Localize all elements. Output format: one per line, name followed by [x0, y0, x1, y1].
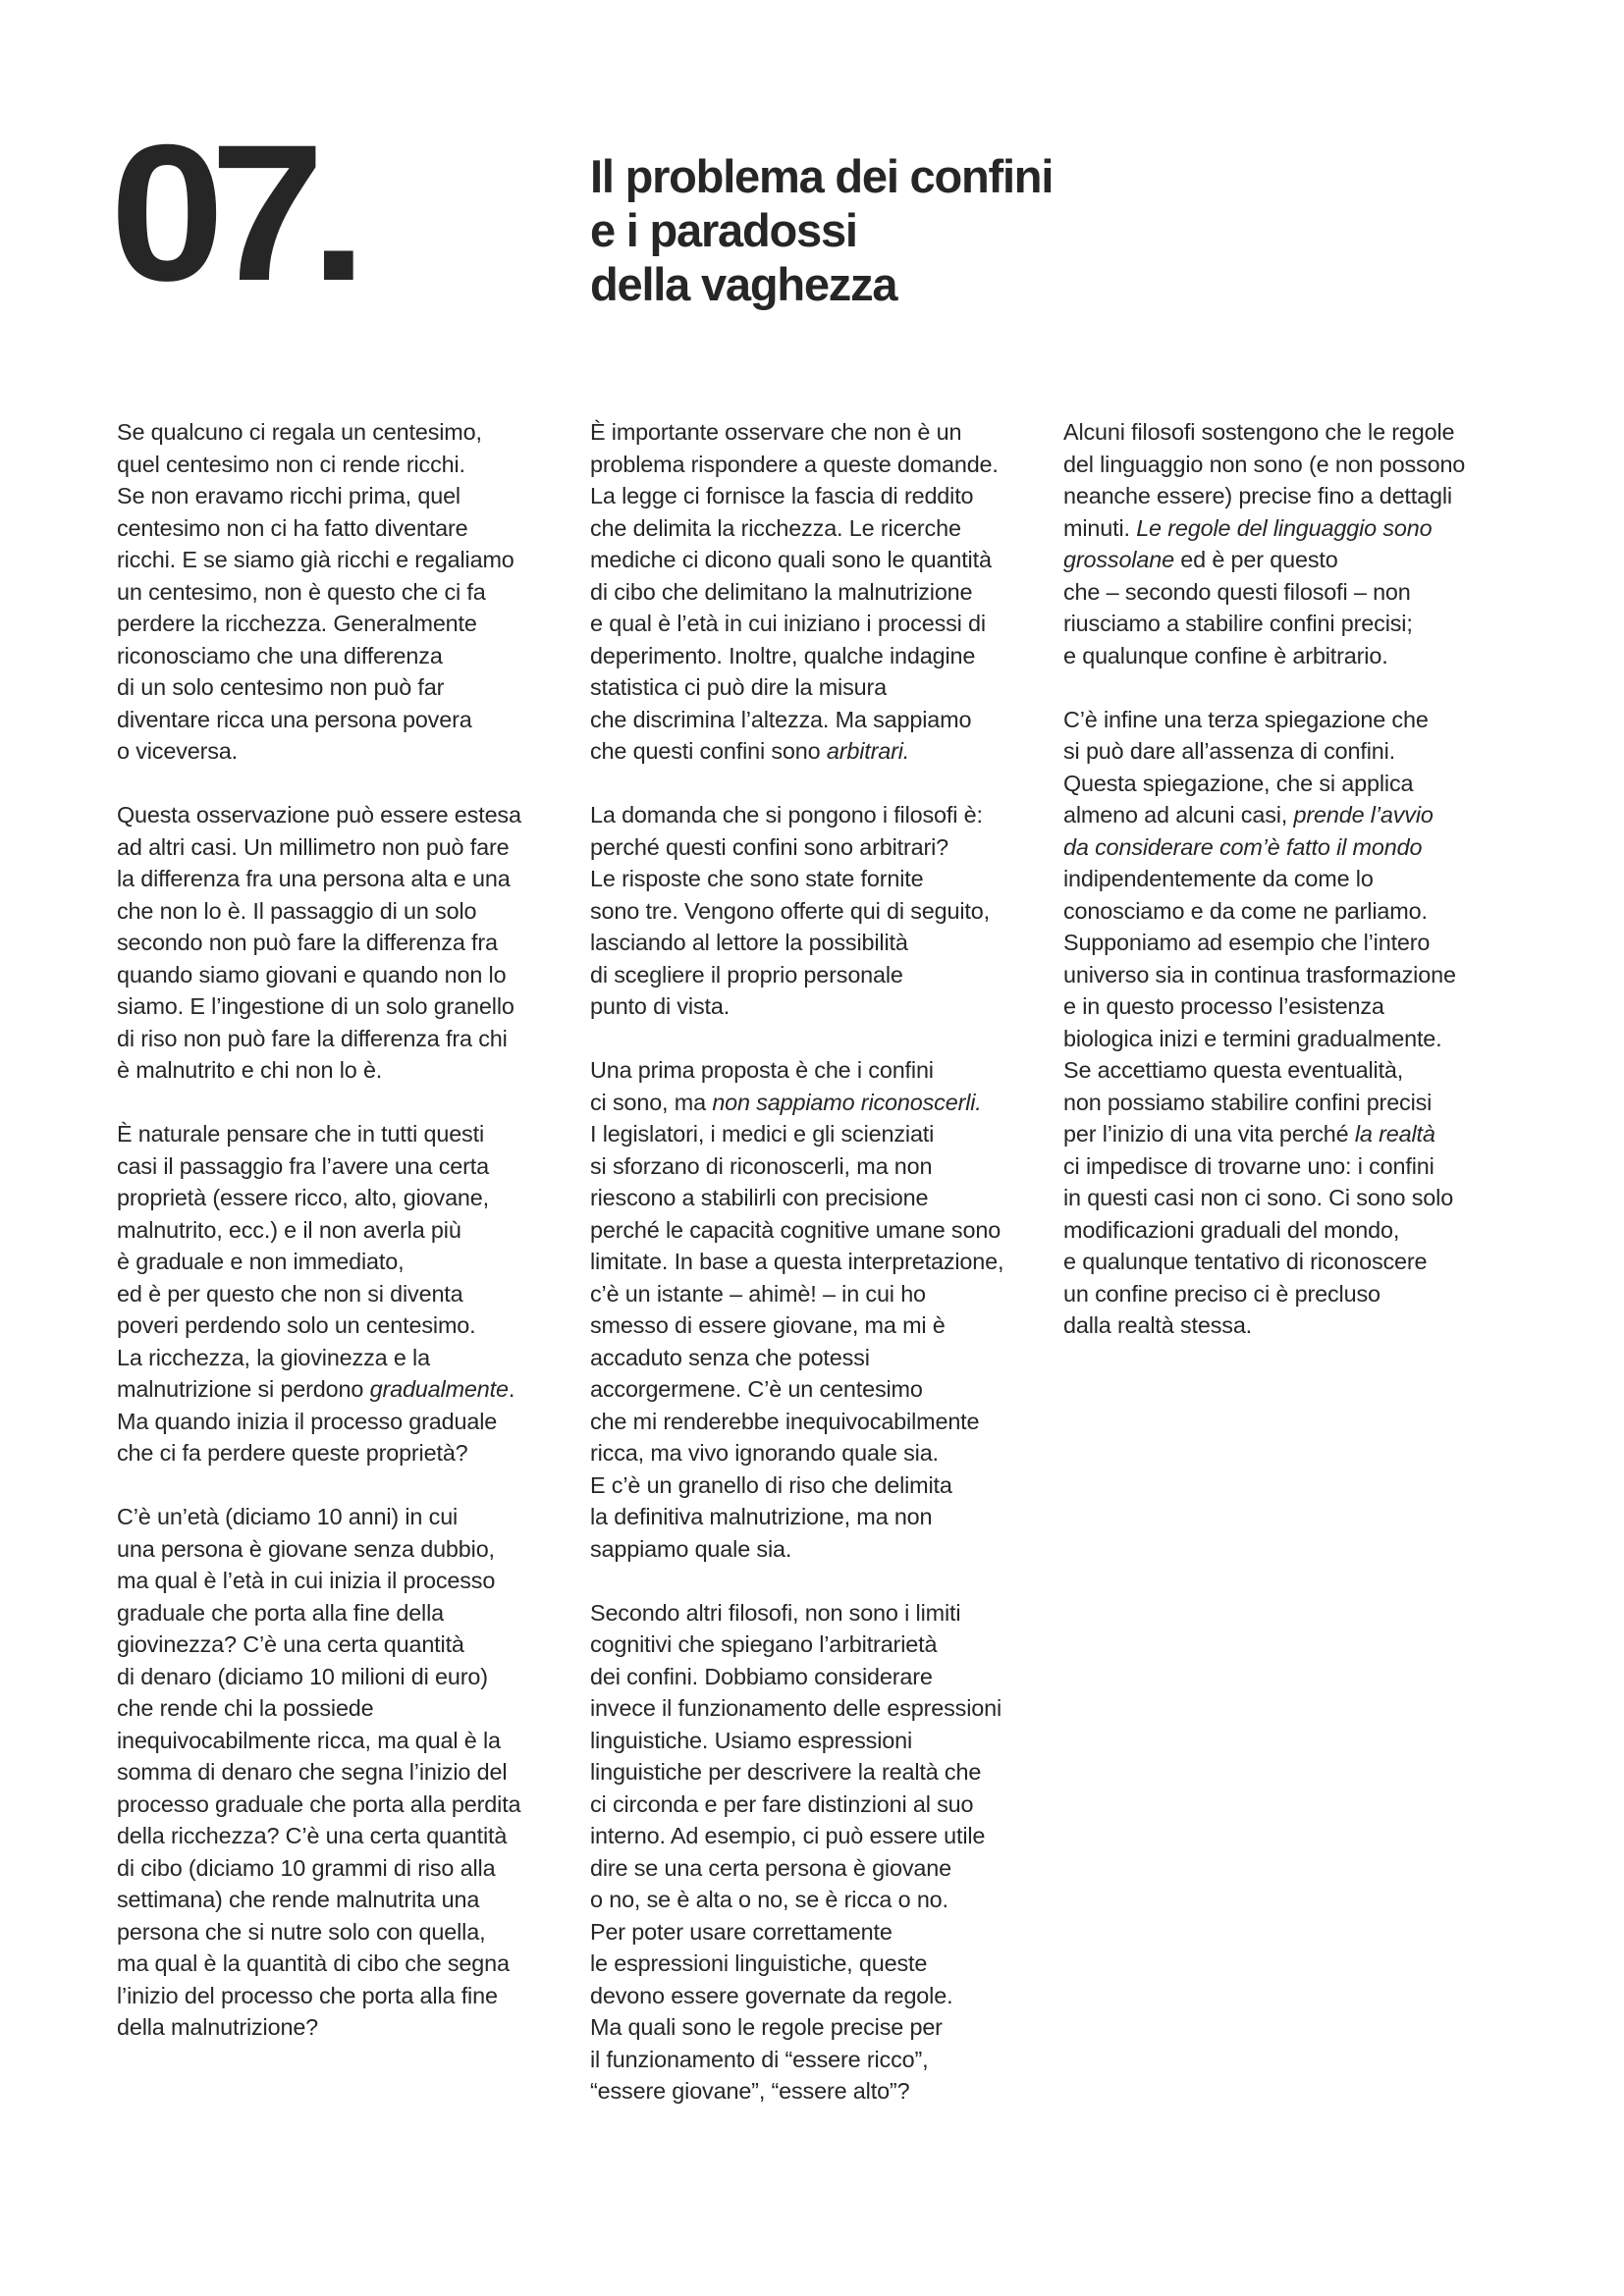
text-line [590, 1342, 1052, 1374]
text-run: ed è per questo [1173, 547, 1338, 572]
text-line [590, 416, 1052, 449]
text-line [1063, 608, 1525, 640]
text-run: ed è per questo che non si diventa [117, 1280, 463, 1307]
text-run: sono tre. Vengono offerte qui di seguito, [590, 897, 990, 924]
text-line [590, 1278, 1052, 1310]
text-line [117, 863, 578, 895]
text-line [117, 1501, 578, 1533]
text-run: la differenza fra una persona alta e una [117, 866, 511, 891]
text-line [117, 608, 578, 640]
text-run: linguistiche. Usiamo espressioni [590, 1727, 913, 1753]
text-run: indipendentemente da come lo [1063, 866, 1374, 891]
text-line [117, 1820, 578, 1852]
paragraph [590, 1054, 1052, 1565]
text-run: il funzionamento di “essere ricco”, [590, 2046, 929, 2072]
text-line [590, 1406, 1052, 1438]
text-run: . [508, 1376, 515, 1402]
text-line [117, 1246, 578, 1278]
text-run: che non lo è. Il passaggio di un solo [117, 897, 477, 924]
text-run: interno. Ad esempio, ci può essere utile [590, 1823, 986, 1848]
text-line [1063, 544, 1525, 576]
text-run: che delimita la ricchezza. Le ricerche [590, 514, 961, 541]
text-line [590, 1118, 1052, 1150]
text-run: e qualunque confine è arbitrario. [1063, 642, 1388, 668]
text-run: ci circonda e per fare distinzioni al suo [590, 1790, 974, 1817]
text-line [590, 1692, 1052, 1725]
paragraph [117, 1501, 578, 2044]
text-line [117, 1948, 578, 1980]
text-line [117, 1533, 578, 1566]
text-run: È importante osservare che non è un [590, 419, 962, 445]
text-run: C’è infine una terza spiegazione che [1063, 706, 1429, 732]
text-line [117, 1437, 578, 1469]
italic-text: da considerare com’è fatto il mondo [1063, 833, 1423, 860]
text-run: inequivocabilmente ricca, ma qual è la [117, 1727, 501, 1753]
paragraph [117, 799, 578, 1087]
text-line [117, 640, 578, 672]
text-run: La legge ci fornisce la fascia di reddito [590, 483, 974, 508]
text-line [117, 1565, 578, 1597]
text-line [117, 1373, 578, 1406]
text-run: centesimo non ci ha fatto diventare [117, 514, 468, 541]
text-run: statistica ci può dire la misura [590, 674, 887, 700]
text-run: di cibo che delimitano la malnutrizione [590, 578, 973, 605]
text-line [1063, 416, 1525, 449]
text-run: giovinezza? C’è una certa quantità [117, 1631, 464, 1657]
text-run: cognitivi che spiegano l’arbitrarietà [590, 1631, 938, 1657]
text-run: quel centesimo non ci rende ricchi. [117, 451, 465, 477]
text-line [590, 608, 1052, 640]
text-line [117, 1150, 578, 1183]
paragraph [117, 416, 578, 768]
text-line [1063, 959, 1525, 991]
text-run: universo sia in continua trasformazione [1063, 961, 1456, 988]
text-run: “essere giovane”, “essere alto”? [590, 2078, 910, 2104]
text-run: Questa spiegazione, che si applica [1063, 770, 1414, 796]
text-line [590, 576, 1052, 609]
text-line [590, 1150, 1052, 1183]
text-run: che ci fa perdere queste proprietà? [117, 1440, 468, 1466]
text-run: Questa osservazione può essere estesa [117, 802, 521, 828]
text-line [590, 1948, 1052, 1980]
text-line [1063, 576, 1525, 609]
text-line [1063, 640, 1525, 672]
text-line [590, 895, 1052, 928]
italic-text: la realtà [1354, 1121, 1435, 1147]
text-run: si può dare all’assenza di confini. [1063, 738, 1396, 764]
chapter-title-line: e i paradossi [590, 204, 857, 256]
text-run: riusciamo a stabilire confini precisi; [1063, 611, 1413, 636]
text-line [590, 1789, 1052, 1821]
text-run: casi il passaggio fra l’avere una certa [117, 1152, 489, 1179]
text-run: conosciamo e da come ne parliamo. [1063, 897, 1428, 924]
text-line [1063, 1118, 1525, 1150]
text-line [117, 1916, 578, 1949]
text-run: per l’inizio di una vita perché [1063, 1121, 1355, 1147]
text-line [117, 831, 578, 864]
text-run: è malnutrito e chi non lo è. [117, 1057, 383, 1083]
text-run: Se accettiamo questa eventualità, [1063, 1057, 1404, 1083]
text-run: graduale che porta alla fine della [117, 1599, 445, 1626]
text-run: Una prima proposta è che i confini [590, 1057, 934, 1083]
text-line [117, 959, 578, 991]
text-line [590, 799, 1052, 831]
text-run: devono essere governate da regole. [590, 1982, 953, 2008]
text-line [117, 2011, 578, 2044]
text-run: le espressioni linguistiche, queste [590, 1950, 928, 1976]
text-line [117, 1214, 578, 1247]
text-line [1063, 990, 1525, 1023]
text-line [590, 1469, 1052, 1502]
text-run: un centesimo, non è questo che ci fa [117, 578, 486, 605]
text-run: almeno ad alcuni casi, [1063, 802, 1294, 828]
text-line [117, 1342, 578, 1374]
paragraph [590, 799, 1052, 1023]
text-line [590, 990, 1052, 1023]
text-run: processo graduale che porta alla perdita [117, 1790, 521, 1817]
text-run: neanche essere) precise fino a dettagli [1063, 483, 1452, 508]
text-run: di riso non può fare la differenza fra chi [117, 1025, 508, 1051]
text-run: problema rispondere a queste domande. [590, 451, 999, 477]
text-run: e in questo processo l’esistenza [1063, 993, 1384, 1019]
paragraph [590, 1597, 1052, 2108]
text-run: o no, se è alta o no, se è ricca o no. [590, 1887, 948, 1912]
text-line [117, 895, 578, 928]
text-line [117, 1692, 578, 1725]
text-run: È naturale pensare che in tutti questi [117, 1121, 484, 1147]
text-line [590, 1373, 1052, 1406]
text-line [117, 1884, 578, 1916]
text-line [590, 640, 1052, 672]
text-run: persona che si nutre solo con quella, [117, 1918, 486, 1945]
text-line [590, 1820, 1052, 1852]
text-line [590, 1916, 1052, 1949]
text-line [590, 927, 1052, 959]
text-line [117, 1278, 578, 1310]
text-run: Se non eravamo ricchi prima, quel [117, 483, 460, 508]
text-line [1063, 1214, 1525, 1247]
text-run: Supponiamo ad esempio che l’intero [1063, 930, 1431, 955]
text-line [117, 1309, 578, 1342]
text-run: è graduale e non immediato, [117, 1249, 405, 1274]
text-line [590, 1309, 1052, 1342]
text-run: sappiamo quale sia. [590, 1535, 792, 1562]
text-line [1063, 512, 1525, 545]
text-run: ricca, ma vivo ignorando quale sia. [590, 1440, 939, 1466]
text-line [1063, 895, 1525, 928]
text-run: biologica inizi e termini gradualmente. [1063, 1025, 1442, 1051]
text-run: che questi confini sono [590, 738, 827, 764]
text-run: perché le capacità cognitive umane sono [590, 1216, 1001, 1243]
text-line [590, 512, 1052, 545]
text-line [117, 1054, 578, 1087]
text-column-2 [590, 416, 1052, 2139]
text-line [590, 544, 1052, 576]
text-line [590, 704, 1052, 736]
text-line [590, 2075, 1052, 2108]
text-run: lasciando al lettore la possibilità [590, 930, 908, 955]
text-run: l’inizio del processo che porta alla fine [117, 1982, 498, 2008]
text-run: perdere la ricchezza. Generalmente [117, 611, 477, 636]
text-run: limitate. In base a questa interpretazione, [590, 1249, 1004, 1274]
text-run: malnutrito, ecc.) e il non averla più [117, 1216, 461, 1243]
text-line [1063, 449, 1525, 481]
text-run: E c’è un granello di riso che delimita [590, 1471, 952, 1498]
text-line [590, 2044, 1052, 2076]
text-run: ma qual è l’età in cui inizia il processo [117, 1568, 496, 1593]
text-line [117, 1118, 578, 1150]
text-line [590, 1629, 1052, 1661]
text-run: e qualunque tentativo di riconoscere [1063, 1249, 1428, 1274]
text-run: C’è un’età (diciamo 10 anni) in cui [117, 1504, 459, 1529]
text-run: modificazioni graduali del mondo, [1063, 1216, 1400, 1243]
text-run: poveri perdendo solo un centesimo. [117, 1312, 476, 1338]
text-run: accaduto senza che potessi [590, 1344, 870, 1370]
text-line [1063, 1150, 1525, 1183]
text-line [1063, 927, 1525, 959]
text-run: malnutrizione si perdono [117, 1376, 370, 1402]
text-line [590, 959, 1052, 991]
text-run: minuti. [1063, 514, 1137, 541]
text-run: deperimento. Inoltre, qualche indagine [590, 642, 976, 668]
text-run: perché questi confini sono arbitrari? [590, 833, 949, 860]
text-run: smesso di essere giovane, ma mi è [590, 1312, 946, 1338]
text-line [1063, 863, 1525, 895]
text-line [117, 576, 578, 609]
chapter-title [590, 149, 1053, 311]
text-run: ci impedisce di trovarne uno: i confini [1063, 1152, 1435, 1179]
text-run: Secondo altri filosofi, non sono i limiti [590, 1599, 961, 1626]
text-line [590, 1533, 1052, 1566]
text-run: un confine preciso ci è precluso [1063, 1280, 1380, 1307]
chapter-number: 07. [110, 104, 353, 321]
text-run: non possiamo stabilire confini precisi [1063, 1089, 1433, 1115]
text-run: e qual è l’età in cui iniziano i processi di [590, 611, 986, 636]
text-line [590, 1246, 1052, 1278]
text-column-3 [1063, 416, 1525, 1373]
text-run: in questi casi non ci sono. Ci sono solo [1063, 1185, 1454, 1210]
text-line [1063, 1023, 1525, 1055]
text-line [590, 1437, 1052, 1469]
text-line [117, 1182, 578, 1214]
text-run: della ricchezza? C’è una certa quantità [117, 1823, 508, 1848]
text-run: La domanda che si pongono i filosofi è: [590, 802, 983, 828]
text-run: della malnutrizione? [117, 2014, 319, 2040]
text-line [117, 512, 578, 545]
text-line [117, 416, 578, 449]
text-run: ci sono, ma [590, 1089, 713, 1115]
text-run: Le risposte che sono state fornite [590, 866, 924, 891]
text-line [117, 1629, 578, 1661]
text-run: di cibo (diciamo 10 grammi di riso alla [117, 1854, 496, 1881]
text-line [117, 1980, 578, 2012]
text-line [590, 831, 1052, 864]
text-run: siamo. E l’ingestione di un solo granello [117, 993, 514, 1019]
text-line [1063, 1278, 1525, 1310]
text-line [1063, 1182, 1525, 1214]
text-line [117, 1789, 578, 1821]
text-line [590, 1182, 1052, 1214]
text-run: di un solo centesimo non può far [117, 674, 445, 700]
text-run: ma qual è la quantità di cibo che segna [117, 1950, 510, 1976]
paragraph [117, 1118, 578, 1469]
text-line [590, 2011, 1052, 2044]
text-run: invece il funzionamento delle espressioni [590, 1695, 1002, 1721]
text-run: linguistiche per descrivere la realtà che [590, 1759, 982, 1785]
text-line [117, 799, 578, 831]
chapter-title-line: della vaghezza [590, 258, 897, 310]
text-line [1063, 1054, 1525, 1087]
text-line [590, 1852, 1052, 1885]
text-line [1063, 480, 1525, 512]
paragraph [1063, 704, 1525, 1342]
text-line [590, 480, 1052, 512]
text-line [590, 449, 1052, 481]
paragraph [1063, 416, 1525, 671]
text-line [117, 671, 578, 704]
text-run: La ricchezza, la giovinezza e la [117, 1344, 430, 1370]
text-run: dei confini. Dobbiamo considerare [590, 1663, 933, 1689]
text-line [1063, 799, 1525, 831]
italic-text: grossolane [1063, 547, 1174, 572]
text-line [1063, 735, 1525, 768]
text-column-1 [117, 416, 578, 2075]
text-run: c’è un istante – ahimè! – in cui ho [590, 1280, 926, 1307]
text-run: che – secondo questi filosofi – non [1063, 578, 1411, 605]
text-run: Ma quali sono le regole precise per [590, 2014, 943, 2040]
text-line [117, 1756, 578, 1789]
text-line [590, 1980, 1052, 2012]
italic-text: gradualmente [369, 1376, 509, 1402]
text-line [1063, 1309, 1525, 1342]
text-run: del linguaggio non sono (e non possono [1063, 451, 1466, 477]
text-line [1063, 768, 1525, 800]
text-run: settimana) che rende malnutrita una [117, 1887, 480, 1912]
italic-text: prende l’avvio [1293, 802, 1434, 828]
text-run: Ma quando inizia il processo graduale [117, 1408, 498, 1434]
text-run: o viceversa. [117, 738, 238, 764]
text-run: ad altri casi. Un millimetro non può fare [117, 833, 510, 860]
text-line [590, 1501, 1052, 1533]
text-run: di denaro (diciamo 10 milioni di euro) [117, 1663, 488, 1689]
text-line [1063, 1087, 1525, 1119]
text-run: che discrimina l’altezza. Ma sappiamo [590, 706, 972, 732]
text-run: dire se una certa persona è giovane [590, 1854, 951, 1881]
text-line [1063, 704, 1525, 736]
text-line [117, 480, 578, 512]
text-line [117, 990, 578, 1023]
text-run: che rende chi la possiede [117, 1695, 374, 1721]
text-line [590, 1214, 1052, 1247]
text-run: punto di vista. [590, 993, 731, 1019]
italic-text: Le regole del linguaggio sono [1136, 514, 1433, 541]
text-run: una persona è giovane senza dubbio, [117, 1535, 495, 1562]
text-line [1063, 1246, 1525, 1278]
text-run: proprietà (essere ricco, alto, giovane, [117, 1185, 489, 1210]
text-run: che mi renderebbe inequivocabilmente [590, 1408, 980, 1434]
text-run: si sforzano di riconoscerli, ma non [590, 1152, 933, 1179]
text-run: mediche ci dicono quali sono le quantità [590, 547, 992, 572]
text-run: quando siamo giovani e quando non lo [117, 961, 507, 988]
text-line [590, 1725, 1052, 1757]
text-line [117, 1661, 578, 1693]
text-run: di scegliere il proprio personale [590, 961, 903, 988]
text-run: riescono a stabilirli con precisione [590, 1185, 929, 1210]
text-line [590, 1661, 1052, 1693]
text-run: dalla realtà stessa. [1063, 1312, 1253, 1338]
text-line [117, 927, 578, 959]
text-line [117, 449, 578, 481]
chapter-title-line: Il problema dei confini [590, 150, 1054, 202]
italic-text: arbitrari. [826, 738, 910, 764]
text-run: la definitiva malnutrizione, ma non [590, 1504, 933, 1529]
text-run: riconosciamo che una differenza [117, 642, 443, 668]
text-line [117, 1597, 578, 1629]
text-line [117, 735, 578, 768]
text-line [590, 1054, 1052, 1087]
italic-text: non sappiamo riconoscerli. [712, 1089, 982, 1115]
text-line [117, 1725, 578, 1757]
text-run: I legislatori, i medici e gli scienziati [590, 1121, 935, 1147]
text-line [117, 704, 578, 736]
text-run: ricchi. E se siamo già ricchi e regaliamo [117, 547, 514, 572]
text-line [117, 544, 578, 576]
text-line [1063, 831, 1525, 864]
text-line [117, 1023, 578, 1055]
text-line [590, 1087, 1052, 1119]
text-run: Per poter usare correttamente [590, 1918, 893, 1945]
text-run: diventare ricca una persona povera [117, 706, 472, 732]
text-run: somma di denaro che segna l’inizio del [117, 1759, 508, 1785]
text-line [590, 671, 1052, 704]
paragraph [590, 416, 1052, 768]
text-line [117, 1406, 578, 1438]
text-run: Se qualcuno ci regala un centesimo, [117, 419, 482, 445]
text-line [590, 735, 1052, 768]
text-run: Alcuni filosofi sostengono che le regole [1063, 419, 1455, 445]
text-run: secondo non può fare la differenza fra [117, 930, 498, 955]
text-run: accorgermene. C’è un centesimo [590, 1376, 923, 1402]
text-line [590, 1884, 1052, 1916]
text-line [590, 1756, 1052, 1789]
text-line [590, 863, 1052, 895]
text-line [590, 1597, 1052, 1629]
text-line [117, 1852, 578, 1885]
